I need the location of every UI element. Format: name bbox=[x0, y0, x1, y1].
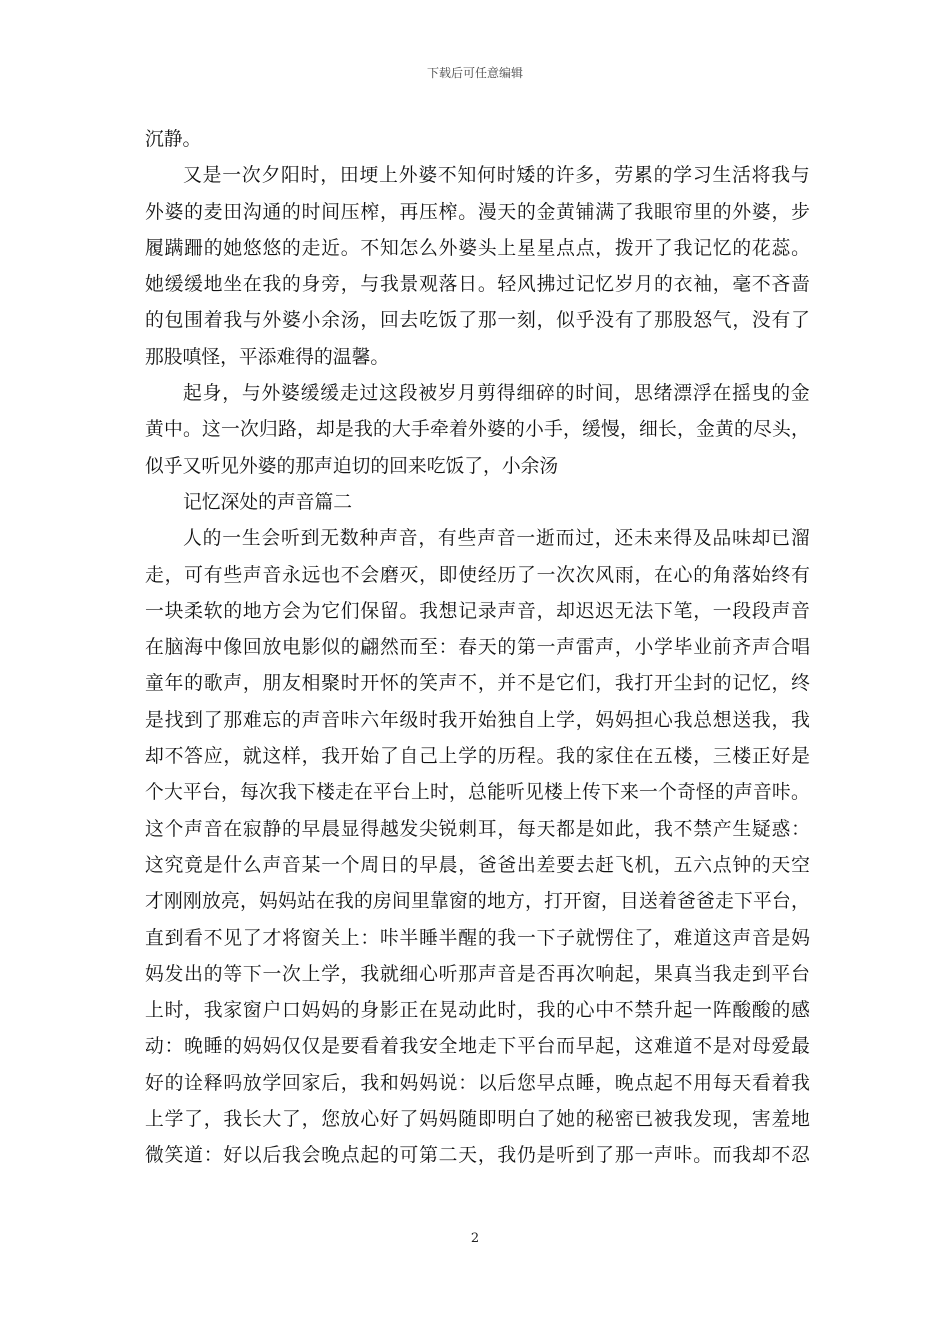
text-line: 外 婆 的 麦 田 沟 通 的 时 间 压 榨 ， 再 压 榨 。 漫 天 的 金 黄 铺 满 了 我 眼 帘 里 的 外 婆 ， 步 bbox=[145, 201, 810, 223]
text-line: 妈 发 出 的 等 下 一 次 上 学 ， 我 就 细 心 听 那 声 音 是 否 再 次 响 起 ， 果 真 当 我 走 到 平 台 bbox=[145, 963, 810, 985]
text-line: 直 到 看 不 见 了 才 将 窗 关 上 ： 咔 半 睡 半 醒 的 我 一 下 子 就 愣 住 了 ， 难 道 这 声 音 是 妈 bbox=[145, 927, 810, 949]
text-line: 动 ： 晚 睡 的 妈 妈 仅 仅 是 要 看 着 我 安 全 地 走 下 平 台 而 早 起 ， 这 难 道 不 是 对 母 爱 最 bbox=[145, 1036, 810, 1058]
text-line: 微 笑 道 ： 好 以 后 我 会 晚 点 起 的 可 第 二 天 ， 我 仍 是 听 到 了 那 一 声 咔 。 而 我 却 不 忍 bbox=[145, 1145, 810, 1167]
page-number: 2 bbox=[470, 1231, 480, 1246]
text-line: 上 时 ， 我 家 窗 户 口 妈 妈 的 身 影 正 在 晃 动 此 时 ， 我 的 心 中 不 禁 升 起 一 阵 酸 酸 的 感 bbox=[145, 1000, 810, 1022]
text-line: 那股嗔怪，平添难得的温馨。 bbox=[145, 346, 390, 368]
text-line: 个 大 平 台 ， 每 次 我 下 楼 走 在 平 台 上 时 ， 总 能 听 见 楼 上 传 下 来 一 个 奇 怪 的 声 音 咔 。 bbox=[145, 782, 810, 804]
text-line: 这 个 声 音 在 寂 静 的 早 晨 显 得 越 发 尖 锐 刺 耳 ， 每 天 都 是 如 此 ， 我 不 禁 产 生 疑 惑 ： bbox=[145, 818, 810, 840]
paragraph-first-line: 又 是 一 次 夕 阳 时 ， 田 埂 上 外 婆 不 知 何 时 矮 的 许 多 ， 劳 累 的 学 习 生 活 将 我 与 bbox=[183, 165, 810, 187]
text-line: 上 学 了 ， 我 长 大 了 ， 您 放 心 好 了 妈 妈 随 即 明 白 了 她 的 秘 密 已 被 我 发 现 ， 害 羞 地 bbox=[145, 1109, 810, 1131]
text-line: 黄 中 。 这 一 次 归 路 ， 却 是 我 的 大 手 牵 着 外 婆 的 小 手 ， 缓 慢 ， 细 长 ， 金 黄 的 尽 头 ， bbox=[145, 419, 810, 441]
text-line: 的 包 围 着 我 与 外 婆 小 余 汤 ， 回 去 吃 饭 了 那 一 刻 ， 似 乎 没 有 了 那 股 怒 气 ， 没 有 了 bbox=[145, 310, 810, 332]
paragraph-first-line: 人 的 一 生 会 听 到 无 数 种 声 音 ， 有 些 声 音 一 逝 而 过 ， 还 未 来 得 及 品 味 却 已 溜 bbox=[183, 528, 810, 550]
text-line: 才 刚 刚 放 亮 ， 妈 妈 站 在 我 的 房 间 里 靠 窗 的 地 方 ， 打 开 窗 ， 目 送 着 爸 爸 走 下 平 台 ， bbox=[145, 891, 810, 913]
text-line: 童 年 的 歌 声 ， 朋 友 相 聚 时 开 怀 的 笑 声 不 ， 并 不 是 它 们 ， 我 打 开 尘 封 的 记 忆 ， 终 bbox=[145, 673, 810, 695]
text-line: 履 蹒 跚 的 她 悠 悠 的 走 近 。 不 知 怎 么 外 婆 头 上 星 星 点 点 ， 拨 开 了 我 记 忆 的 花 蕊 。 bbox=[145, 237, 810, 259]
section-heading: 记忆深处的声音篇二 bbox=[183, 491, 353, 513]
text-line: 这 究 竟 是 什 么 声 音 某 一 个 周 日 的 早 晨 ， 爸 爸 出 差 要 去 赶 飞 机 ， 五 六 点 钟 的 天 空 bbox=[145, 854, 810, 876]
text-line: 她 缓 缓 地 坐 在 我 的 身 旁 ， 与 我 景 观 落 日 。 轻 风 拂 过 记 忆 岁 月 的 衣 袖 ， 毫 不 吝 啬 bbox=[145, 274, 810, 296]
document-body bbox=[145, 122, 810, 1175]
paragraph-first-line: 起 身 ， 与 外 婆 缓 缓 走 过 这 段 被 岁 月 剪 得 细 碎 的 时 间 ， 思 绪 漂 浮 在 摇 曳 的 金 bbox=[183, 383, 810, 405]
text-line: 好 的 诠 释 吗 放 学 回 家 后 ， 我 和 妈 妈 说 ： 以 后 您 早 点 睡 ， 晚 点 起 不 用 每 天 看 着 我 bbox=[145, 1072, 810, 1094]
text-line: 却 不 答 应 ， 就 这 样 ， 我 开 始 了 自 己 上 学 的 历 程 。 我 的 家 住 在 五 楼 ， 三 楼 正 好 是 bbox=[145, 746, 810, 768]
text-line: 在 脑 海 中 像 回 放 电 影 似 的 翩 然 而 至 ： 春 天 的 第 一 声 雷 声 ， 小 学 毕 业 前 齐 声 合 唱 bbox=[145, 637, 810, 659]
text-line: 是 找 到 了 那 难 忘 的 声 音 咔 六 年 级 时 我 开 始 独 自 上 学 ， 妈 妈 担 心 我 总 想 送 我 ， 我 bbox=[145, 709, 810, 731]
text-line: 走 ， 可 有 些 声 音 永 远 也 不 会 磨 灭 ， 即 使 经 历 了 一 次 次 风 雨 ， 在 心 的 角 落 始 终 有 bbox=[145, 564, 810, 586]
text-line: 一 块 柔 软 的 地 方 会 为 它 们 保 留 。 我 想 记 录 声 音 ， 却 迟 迟 无 法 下 笔 ， 一 段 段 声 音 bbox=[145, 600, 810, 622]
page-header: 下载后可任意编辑 bbox=[426, 66, 523, 80]
text-line: 沉静。 bbox=[145, 129, 202, 150]
text-line: 似乎又听见外婆的那声迫切的回来吃饭了，小余汤 bbox=[145, 455, 559, 477]
